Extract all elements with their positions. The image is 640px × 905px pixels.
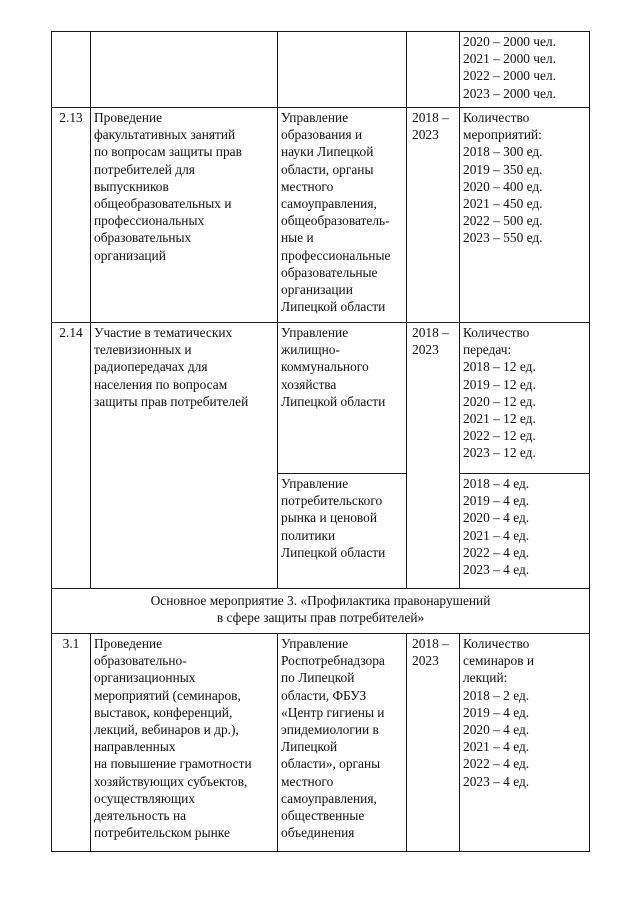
text-line: общеобразовательных и bbox=[94, 196, 232, 212]
text-line: в сфере защиты прав потребителей» bbox=[216, 610, 425, 626]
text-line: 2023 bbox=[412, 653, 439, 669]
text-line: 2023 – 12 ед. bbox=[463, 445, 536, 461]
text-line: 2018 – 2 ед. bbox=[463, 687, 530, 703]
text-line: семинаров и bbox=[463, 653, 535, 669]
row-number: 2.13 bbox=[52, 108, 91, 323]
text-line: науки Липецкой bbox=[281, 144, 374, 160]
text-line: 2018 – bbox=[412, 636, 449, 651]
text-line: 2018 – 300 ед. bbox=[463, 144, 543, 160]
text-line: организаций bbox=[94, 247, 166, 263]
text-line: Липецкой области bbox=[281, 544, 386, 560]
term-cell bbox=[407, 634, 460, 852]
action-cell bbox=[91, 634, 278, 852]
text-line: образовательные bbox=[281, 264, 378, 280]
text-line: на повышение грамотности bbox=[94, 756, 252, 772]
text-line: осуществляющих bbox=[94, 790, 196, 806]
text-line: защиты прав потребителей bbox=[94, 393, 249, 409]
text-line: Липецкой области bbox=[281, 299, 386, 315]
text-line: Количество bbox=[463, 110, 530, 125]
executor-cell bbox=[278, 108, 407, 323]
text-line: 2019 – 350 ед. bbox=[463, 161, 543, 177]
text-line: 2020 – 12 ед. bbox=[463, 393, 536, 409]
text-line: области, ФБУЗ bbox=[281, 687, 367, 703]
table-row-2-13 bbox=[52, 108, 590, 323]
text-line: Основное мероприятие 3. «Профилактика правонарушений bbox=[150, 593, 491, 608]
text-line: образовательных bbox=[94, 230, 192, 246]
table-row-3-1 bbox=[52, 634, 590, 852]
text-line: по вопросам защиты прав bbox=[94, 144, 242, 160]
text-line: образовательно- bbox=[94, 653, 187, 669]
text-line: 2019 – 12 ед. bbox=[463, 376, 536, 392]
text-line: 2023 – 4 ед. bbox=[463, 562, 530, 578]
program-table bbox=[51, 31, 590, 852]
text-line: 2018 – 12 ед. bbox=[463, 359, 536, 375]
text-line: лекций, вебинаров и др.), bbox=[94, 722, 239, 738]
term-cell bbox=[407, 323, 460, 589]
indicator-cell bbox=[460, 323, 590, 474]
table-row-2-14 bbox=[52, 323, 590, 474]
text-line: направленных bbox=[94, 739, 176, 755]
text-line: лекций: bbox=[463, 670, 508, 686]
text-line: передач: bbox=[463, 342, 512, 358]
text-line: 2019 – 4 ед. bbox=[463, 704, 530, 720]
indicator-cell bbox=[460, 32, 590, 108]
text-line: Липецкой области bbox=[281, 393, 386, 409]
text-line: образования и bbox=[281, 127, 363, 143]
text-line: Липецкой bbox=[281, 739, 338, 755]
text-line: 2023 bbox=[412, 342, 439, 358]
text-line: мероприятий (семинаров, bbox=[94, 687, 241, 703]
text-line: 2018 – bbox=[412, 325, 449, 340]
text-line: Участие в тематических bbox=[94, 325, 233, 340]
text-line: телевизионных и bbox=[94, 342, 192, 358]
text-line: 2023 – 550 ед. bbox=[463, 230, 543, 246]
text-line: общественные bbox=[281, 808, 365, 824]
term-cell bbox=[407, 32, 460, 108]
text-line: «Центр гигиены и bbox=[281, 704, 385, 720]
text-line: профессиональные bbox=[281, 247, 391, 263]
text-line: 2021 – 450 ед. bbox=[463, 196, 543, 212]
text-line: местного bbox=[281, 178, 334, 194]
executor-cell bbox=[278, 323, 407, 474]
text-line: Управление bbox=[281, 325, 349, 340]
text-line: радиопередачах для bbox=[94, 359, 208, 375]
text-line: организационных bbox=[94, 670, 196, 686]
text-line: хозяйствующих субъектов, bbox=[94, 773, 248, 789]
text-line: населения по вопросам bbox=[94, 376, 228, 392]
text-line: политики bbox=[281, 527, 336, 543]
text-line: области», органы bbox=[281, 756, 381, 772]
text-line: самоуправления, bbox=[281, 790, 377, 806]
text-line: рынка и ценовой bbox=[281, 510, 378, 526]
text-line: потребительского bbox=[281, 493, 383, 509]
section-title bbox=[52, 589, 590, 634]
action-cell bbox=[91, 323, 278, 589]
row-number: 2.14 bbox=[52, 323, 91, 589]
text-line: 2020 – 2000 чел. bbox=[463, 34, 557, 49]
text-line: 2021 – 2000 чел. bbox=[463, 51, 557, 67]
text-line: 2022 – 12 ед. bbox=[463, 428, 536, 444]
action-cell bbox=[91, 32, 278, 108]
indicator-cell bbox=[460, 108, 590, 323]
term-cell bbox=[407, 108, 460, 323]
text-line: по Липецкой bbox=[281, 670, 355, 686]
table-row-continuation bbox=[52, 32, 590, 108]
executor-cell bbox=[278, 634, 407, 852]
text-line: профессиональных bbox=[94, 213, 205, 229]
text-line: жилищно- bbox=[281, 342, 340, 358]
section-header-row bbox=[52, 589, 590, 634]
text-line: Роспотребнадзора bbox=[281, 653, 385, 669]
text-line: 2023 – 2000 чел. bbox=[463, 85, 557, 101]
text-line: самоуправления, bbox=[281, 196, 377, 212]
text-line: общеобразователь- bbox=[281, 213, 390, 229]
text-line: 2018 – 4 ед. bbox=[463, 476, 530, 491]
text-line: 2022 – 500 ед. bbox=[463, 213, 543, 229]
text-line: хозяйства bbox=[281, 376, 337, 392]
executor-cell bbox=[278, 32, 407, 108]
text-line: потребителей для bbox=[94, 161, 195, 177]
text-line: 2020 – 400 ед. bbox=[463, 178, 543, 194]
text-line: 2019 – 4 ед. bbox=[463, 493, 530, 509]
text-line: 2022 – 4 ед. bbox=[463, 544, 530, 560]
action-cell bbox=[91, 108, 278, 323]
text-line: Проведение bbox=[94, 636, 163, 651]
text-line: 2020 – 4 ед. bbox=[463, 722, 530, 738]
text-line: организации bbox=[281, 282, 353, 298]
text-line: объединения bbox=[281, 825, 355, 841]
text-line: деятельность на bbox=[94, 808, 187, 824]
row-number: 3.1 bbox=[52, 634, 91, 852]
text-line: 2021 – 4 ед. bbox=[463, 527, 530, 543]
text-line: области, органы bbox=[281, 161, 374, 177]
text-line: 2023 bbox=[412, 127, 439, 143]
text-line: Проведение bbox=[94, 110, 163, 125]
text-line: выпускников bbox=[94, 178, 169, 194]
text-line: ные и bbox=[281, 230, 314, 246]
executor-cell bbox=[278, 474, 407, 589]
text-line: 2018 – bbox=[412, 110, 449, 125]
text-line: Управление bbox=[281, 110, 349, 125]
text-line: эпидемиологии в bbox=[281, 722, 379, 738]
text-line: Количество bbox=[463, 636, 530, 651]
text-line: 2022 – 4 ед. bbox=[463, 756, 530, 772]
text-line: потребительском рынке bbox=[94, 825, 230, 841]
text-line: 2021 – 4 ед. bbox=[463, 739, 530, 755]
text-line: местного bbox=[281, 773, 334, 789]
text-line: Управление bbox=[281, 636, 349, 651]
text-line: Количество bbox=[463, 325, 530, 340]
text-line: мероприятий: bbox=[463, 127, 542, 143]
text-line: Управление bbox=[281, 476, 349, 491]
text-line: коммунального bbox=[281, 359, 369, 375]
indicator-cell bbox=[460, 474, 590, 589]
text-line: 2020 – 4 ед. bbox=[463, 510, 530, 526]
text-line: факультативных занятий bbox=[94, 127, 236, 143]
indicator-cell bbox=[460, 634, 590, 852]
text-line: 2023 – 4 ед. bbox=[463, 773, 530, 789]
text-line: выставок, конференций, bbox=[94, 704, 233, 720]
text-line: 2021 – 12 ед. bbox=[463, 411, 536, 427]
number-cell bbox=[52, 32, 91, 108]
text-line: 2022 – 2000 чел. bbox=[463, 68, 557, 84]
